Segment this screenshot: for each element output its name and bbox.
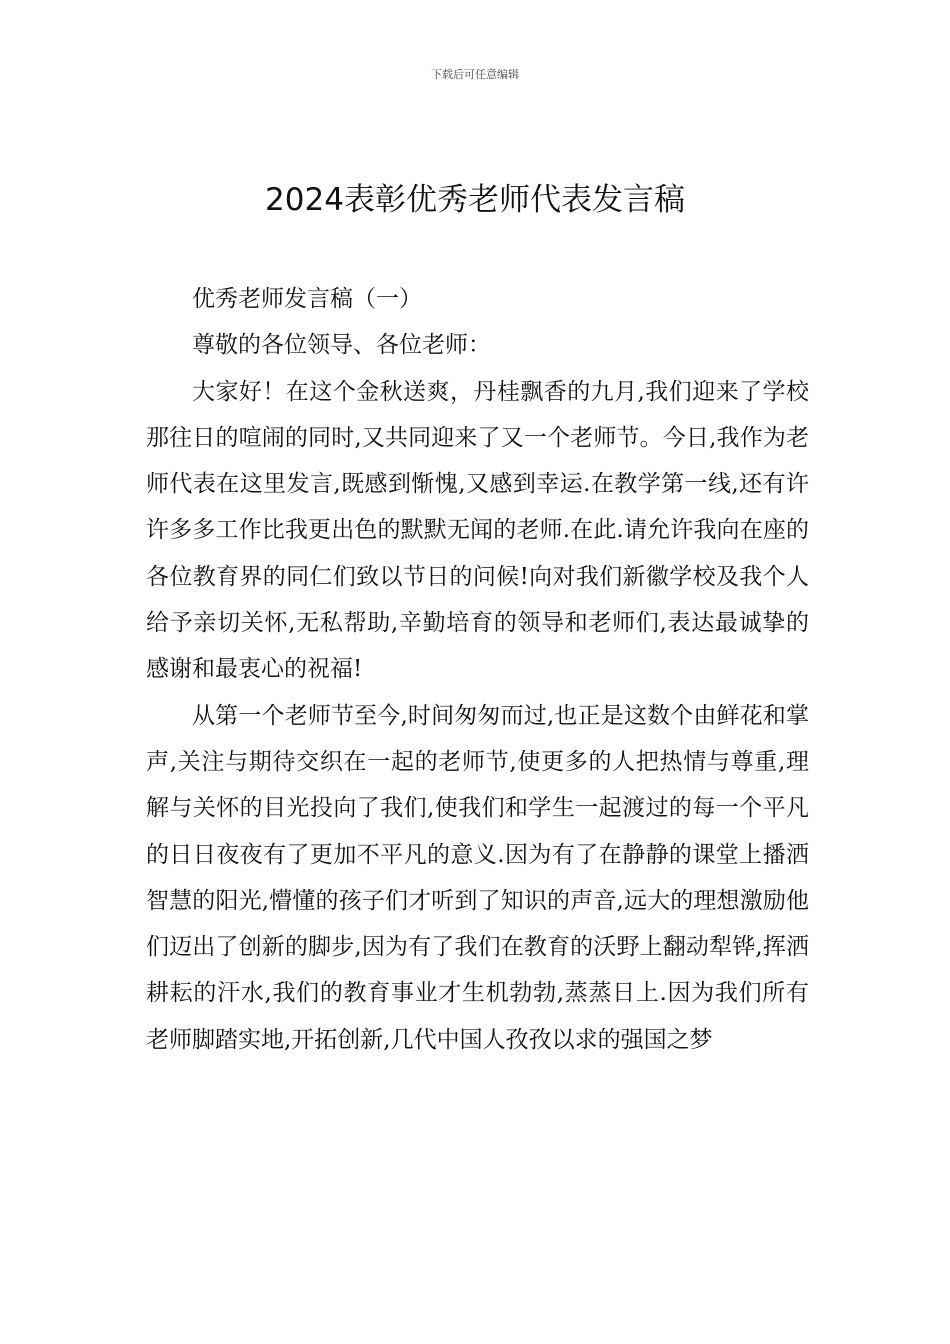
document-body: [146, 276, 809, 1063]
body-paragraph: 从第一个老师节至今,时间匆匆而过,也正是这数个由鲜花和掌声,关注与期待交织在一起的老师节,使更多的人把热情与尊重,理解与关怀的目光投向了我们,使我们和学生一起渡过的每一个平凡的日日夜夜有了更加不平凡的意义.因为有了在静静的课堂上播洒智慧的阳光,懵懂的孩子们才听到了知识的声音,远大的理想激励他们迈出了创新的脚步,因为有了我们在教育的沃野上翻动犁铧,挥洒耕耘的汗水,我们的教育事业才生机勃勃,蒸蒸日上.因为我们所有老师脚踏实地,开拓创新,几代中国人孜孜以求的强国之梦: [146, 702, 809, 1053]
document-title: 2024表彰优秀老师代表发言稿: [265, 182, 685, 218]
subtitle-paragraph: 优秀老师发言稿（一）: [192, 286, 422, 312]
salutation-paragraph: 尊敬的各位领导、各位老师：: [192, 332, 491, 359]
body-paragraph: 大家好！在这个金秋送爽，丹桂飘香的九月,我们迎来了学校那往日的喧闹的同时,又共同迎来了又一个老师节。今日,我作为老师代表在这里发言,既感到惭愧,又感到幸运.在教学第一线,还有许许多多工作比我更出色的默默无闻的老师.在此.请允许我向在座的各位教育界的同仁们致以节日的问候!向对我们新徽学校及我个人给予亲切关怀,无私帮助,辛勤培育的领导和老师们,表达最诚挚的感谢和最衷心的祝福!: [146, 378, 809, 683]
header-note: 下载后可任意编辑: [431, 68, 519, 81]
